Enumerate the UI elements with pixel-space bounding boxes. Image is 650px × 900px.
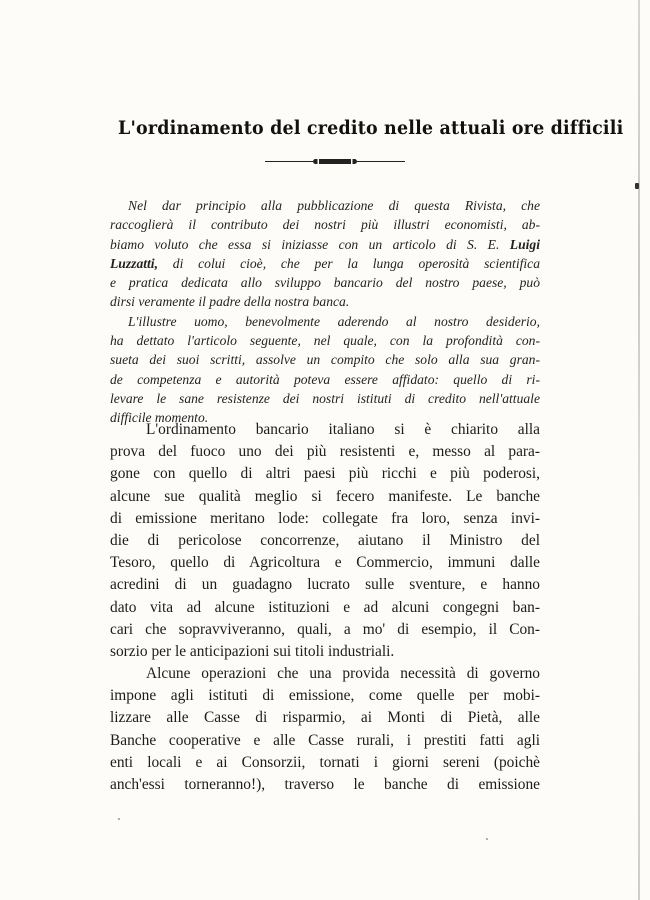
body-line: impone agli istituti di emissione, come quelle per mobi- [110, 687, 540, 705]
body-line: acredini di un guadagno lucrato sulle sventure, e hanno [110, 576, 540, 594]
intro-line: Luzzatti, di colui cioè, che per la lunga operosità scientifica [110, 255, 540, 271]
intro-line: dirsi veramente il padre della nostra banca. [110, 294, 350, 310]
article-title: L'ordinamento del credito nelle attuali ore difficili [118, 117, 624, 139]
article-body [110, 419, 540, 796]
body-line: Alcune operazioni che una provida necessità di governo [146, 665, 540, 683]
margin-mark [635, 183, 639, 189]
intro-line: e pratica dedicata allo sviluppo bancario del nostro paese, può [110, 275, 540, 291]
intro-line: difficile momento. [110, 410, 209, 426]
body-line: prova del fuoco uno dei più resistenti e, messo al para- [110, 443, 540, 461]
intro-line: Nel dar principio alla pubblicazione di questa Rivista, che [128, 198, 540, 213]
intro-line: biamo voluto che essa si iniziasse con un articolo di S. E. Luigi [110, 236, 540, 252]
paper-speck [486, 838, 488, 840]
body-line: Tesoro, quello di Agricoltura e Commercio, immuni dalle [110, 554, 540, 572]
editorial-introduction [110, 196, 540, 428]
intro-line: de competenza e autorità poteva essere affidato: quello di ri- [110, 371, 540, 387]
author-name: Luigi [509, 236, 540, 252]
body-line: die di pericolose concorrenze, aiutano il Ministro del [110, 531, 540, 549]
body-line: lizzare alle Casse di risparmio, ai Monti di Pietà, alle [110, 709, 540, 727]
title-ornament [265, 158, 405, 166]
body-line: dato vita ad alcune istituzioni e ad alcuni congegni ban- [110, 598, 540, 616]
intro-line: raccoglierà il contributo dei nostri più illustri economisti, ab- [110, 217, 540, 233]
body-line: gone con quello di altri paesi più ricchi e più poderosi, [110, 465, 540, 483]
body-line: sorzio per le anticipazioni sui titoli industriali. [110, 642, 395, 660]
intro-line: L'illustre uomo, benevolmente aderendo al nostro desiderio, [128, 313, 540, 329]
body-line: cari che sopravviveranno, quali, a mo' di esempio, il Con- [110, 620, 540, 638]
intro-line: sueta dei suoi scritti, assolve un compito che solo alla sua gran- [110, 352, 540, 368]
body-line: enti locali e ai Consorzii, tornati i giorni sereni (poichè [110, 753, 540, 771]
body-line: L'ordinamento bancario italiano si è chiarito alla [146, 421, 540, 438]
page-edge-shadow [638, 0, 640, 900]
intro-line: levare le sane resistenze dei nostri istituti di credito nell'attuale [110, 390, 540, 406]
body-line: di emissione meritano lode: collegate fra loro, senza invi- [110, 509, 540, 527]
body-line: anch'essi torneranno!), traverso le banche di emissione [110, 776, 540, 793]
body-line: alcune sue qualità meglio si fecero manifeste. Le banche [110, 487, 540, 505]
intro-line: ha dettato l'articolo seguente, nel quale, con la profondità con- [110, 333, 540, 349]
body-line: Banche cooperative e alle Casse rurali, i prestiti fatti agli [110, 731, 540, 749]
paper-speck [118, 818, 120, 820]
author-surname: Luzzatti, [110, 255, 158, 271]
